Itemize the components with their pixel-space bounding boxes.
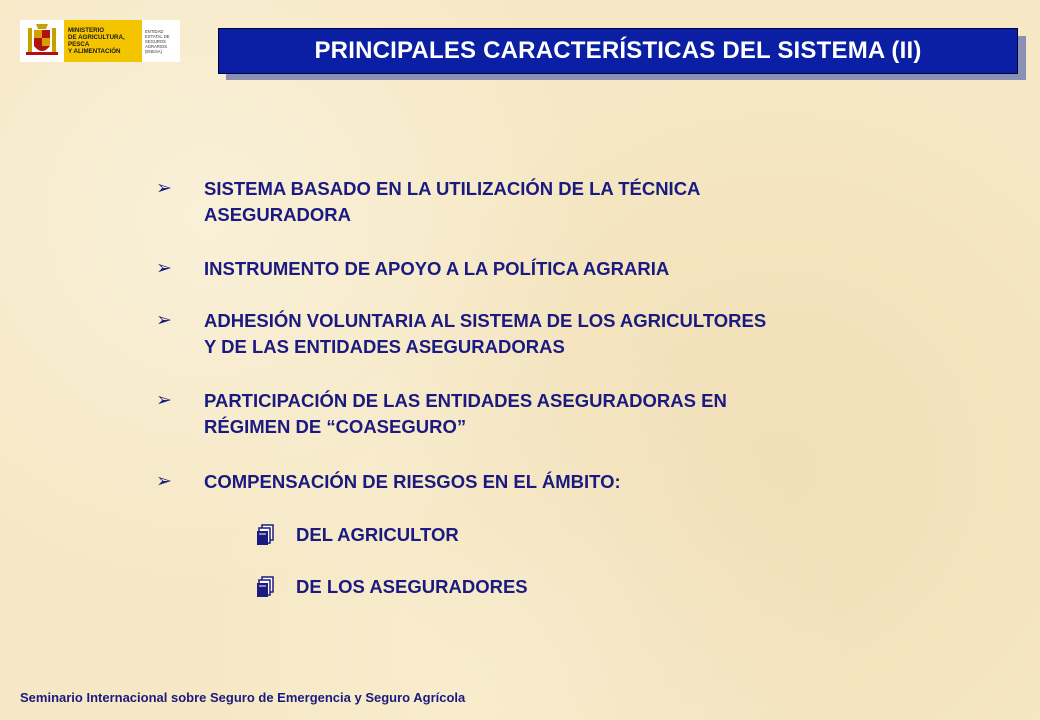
list-item — [156, 256, 669, 282]
right-arrow-icon: ➢ — [156, 178, 172, 199]
list-item — [156, 176, 700, 228]
book-icon — [256, 522, 296, 548]
book-icon — [256, 574, 296, 600]
coat-of-arms-icon — [20, 20, 64, 62]
list-item-text: COMPENSACIÓN DE RIESGOS EN EL ÁMBITO: — [204, 471, 621, 492]
right-arrow-icon: ➢ — [156, 390, 172, 411]
sub-list-item — [256, 574, 528, 600]
footer-text: Seminario Internacional sobre Seguro de Emergencia y Seguro Agrícola — [20, 690, 466, 705]
list-item-text: SISTEMA BASADO EN LA UTILIZACIÓN DE LA TÉCNICA ASEGURADORA — [204, 178, 701, 225]
title-box — [218, 28, 1018, 74]
list-item-text: INSTRUMENTO DE APOYO A LA POLÍTICA AGRARIA — [204, 258, 670, 279]
ministry-name: MINISTERIO DE AGRICULTURA, PESCA Y ALIMENTACIÓN — [68, 27, 125, 55]
list-item — [156, 308, 766, 360]
right-arrow-icon: ➢ — [156, 258, 172, 279]
right-arrow-icon: ➢ — [156, 471, 172, 492]
right-arrow-icon: ➢ — [156, 310, 172, 331]
list-item — [156, 388, 727, 440]
page-title: PRINCIPALES CARACTERÍSTICAS DEL SISTEMA (II) — [314, 37, 922, 64]
sub-list-item-text: DE LOS ASEGURADORES — [296, 576, 528, 597]
sub-list-item — [256, 522, 459, 548]
ministry-logo — [20, 20, 180, 62]
list-item-text: PARTICIPACIÓN DE LAS ENTIDADES ASEGURADORAS EN RÉGIMEN DE “COASEGURO” — [204, 390, 727, 437]
entity-name: ENTIDAD ESTATAL DE SEGUROS AGRARIOS (ENESA) — [145, 28, 170, 54]
list-item — [156, 469, 621, 495]
sub-list-item-text: DEL AGRICULTOR — [296, 524, 459, 545]
list-item-text: ADHESIÓN VOLUNTARIA AL SISTEMA DE LOS AGRICULTORES Y DE LAS ENTIDADES ASEGURADORAS — [204, 310, 767, 357]
entity-name-box — [142, 20, 180, 62]
ministry-name-box — [64, 20, 142, 62]
